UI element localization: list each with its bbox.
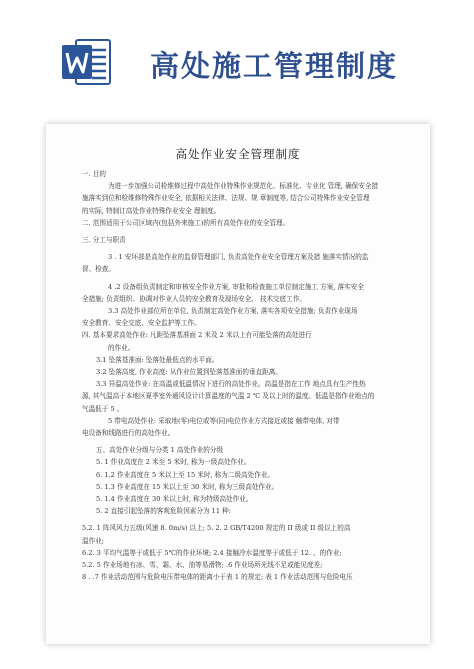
section-heading: 三. 分工与职责 [82, 236, 126, 245]
document-page [46, 124, 430, 644]
document-body [82, 168, 404, 584]
paragraph-line: 5 带电高处作业: 采取地(零)电位或等(同)电位作业方式接近或接 触带电体, 对带 [108, 416, 340, 425]
document-title: 高处作业安全管理制度 [175, 147, 301, 161]
list-item: 5.2. 1 阵风风力五级(风速 8. 0m/s) 以上; 5. 2. 2 GB/T4200 规定的 II 级或 II 级以上的高 [82, 524, 351, 533]
paragraph-line: 3.3 异温高处作业: 在高温或低温情况下进行的高处作业。高温是指在工作 地点具有生产性热 [96, 380, 366, 389]
paragraph-line: 3.2 坠落高度, 作业高度: 从作业位置到坠落基准面的垂直距离。 [96, 368, 282, 377]
list-item: 6.2. 3 平均气温等于或低于 5℃的作业环境; 2.4 接触冷水温度等于或低于 12. 、的作业; [82, 548, 342, 557]
paragraph-line: 源, 其气温高于本地区夏季室外通风设计计算温度的气温 2 ℃ 及以上时的温度。低温是指作业地点的 [82, 392, 375, 401]
word-document-icon [62, 38, 112, 86]
list-item: 5. 2 直接引起坠落的客观危险因素分为 11 种: [96, 507, 231, 516]
section-heading: 二. 范围适用于公司区域内(包括外来施工)的所有高处作业的安全管理。 [82, 218, 290, 227]
paragraph-line: 的实际, 特制订高处作业特殊作业安全 理制度。 [82, 206, 221, 215]
paragraph-line: 气温低于 5 。 [82, 404, 124, 413]
paragraph-line: 4 .2 设备组负责制定和审核安全作业方案, 审批和检查施工单位制定施工 方案, 落实安全 [108, 282, 364, 291]
paragraph-line: 3.1 坠落基准面: 坠落处最低点的水平面。 [96, 355, 219, 364]
list-item: 6. 1.2 作业高度在 5 米以上至 15 米时, 称为二级高处作业。 [96, 470, 275, 479]
section-heading: 四. 基本要求高处作业: 凡距坠落基准面 2 米及 2 米以上有可能坠落的高处进行 [82, 331, 312, 340]
paragraph-line: 为进一步加强公司检维修过程中高处作业特殊作业规范化、标准化、专业化 管理, 确保安全措 [108, 182, 379, 191]
list-item: 5. 1.4 作业高度在 30 米以上时, 称为特级高处作业。 [96, 495, 253, 504]
paragraph-line: 3.3 高处作业部位所在单位, 负责制定高处作业方案, 落实各项安全措施; 负责作业现场 [108, 307, 358, 316]
paragraph-line: 温作业; [82, 536, 105, 545]
paragraph-line: 的作业。 [108, 343, 135, 352]
banner [0, 0, 474, 105]
section-heading: 五、高处作业分级与分类 1 高处作业的分级 [96, 446, 224, 455]
list-item: 5.2. 5 作业场地有冰、雪、霜、水、油等易滑物; .6 作业场所光线不足或能见度差; [82, 561, 323, 570]
banner-title: 高处施工管理制度 [150, 49, 399, 83]
paragraph-line: 施落实到位和检维修特殊作业安全, 依据相关法律、法规、规 章制度等, 结合公司特殊作业安全管理 [82, 194, 370, 203]
list-item: 8 . .7 作业活动范围与危险电压带电体的距离小于表 1 的规定; 表 1 作业活动范围与危险电压 [82, 573, 353, 582]
paragraph-line: 3 . 1 安环部是高处作业的监督管理部门, 负责高处作业安全管理方案及措 施落实情况的监 [108, 253, 369, 262]
paragraph-line: 全措施; 负责组织、协调对作业人员的安全教育及现场安全、 技术交底工作。 [82, 294, 307, 303]
paragraph-line: 督、检查。 [82, 265, 115, 274]
paragraph-line: 安全教育、安全交底、安全监护等工作。 [82, 319, 201, 328]
list-item: 5. 1 作业高度在 2 米至 5 米时, 称为一级高处作业。 [96, 458, 251, 467]
section-heading: 一. 目的 [82, 170, 106, 178]
list-item: 5. 1.3 作业高度在 15 米以上至 30 米时, 称为三级高处作业。 [96, 482, 279, 491]
paragraph-line: 电设备和线路进行的高处作业。 [82, 429, 175, 438]
